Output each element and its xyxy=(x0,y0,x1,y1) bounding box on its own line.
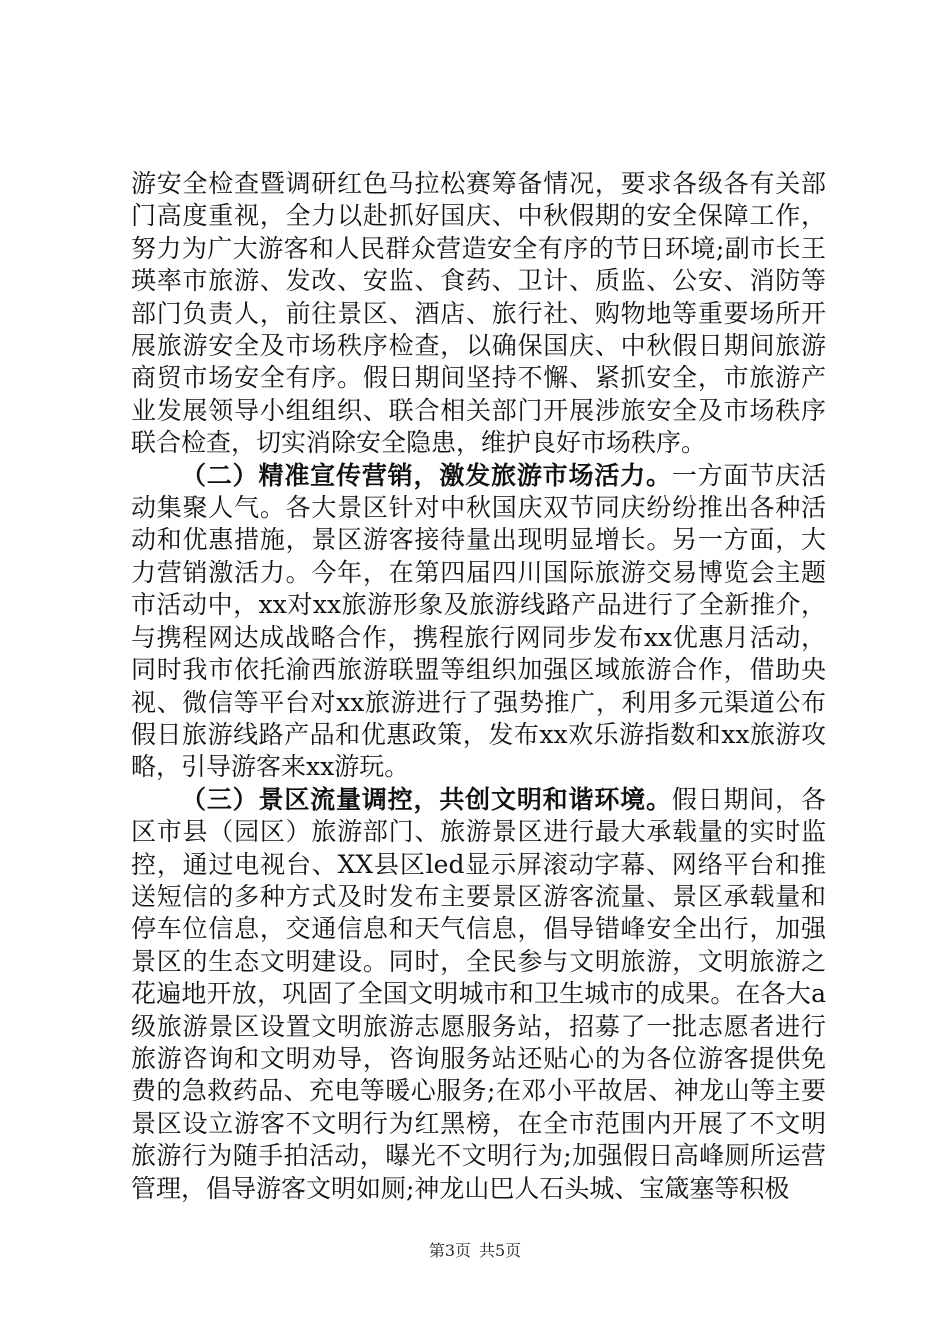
paragraph-1 xyxy=(131,168,826,460)
paragraph-3 xyxy=(131,784,826,1205)
page-footer xyxy=(0,1241,950,1261)
page-total: 共5页 xyxy=(479,1241,522,1260)
paragraph-2-text: 一方面节庆活动集聚人气。各大景区针对中秋国庆双节同庆纷纷推出各种活动和优惠措施，景区游客接待量出现明显增长。另一方面，大力营销激活力。今年，在第四届四川国际旅游交易博览会主题市活动中，xx对xx旅游形象及旅游线路产品进行了全新推介，与携程网达成战略合作，携程旅行网同步发布xx优惠月活动，同时我市依托渝西旅游联盟等组织加强区域旅游合作，借助央视、微信等平台对xx旅游进行了强势推广，利用多元渠道公布假日旅游线路产品和优惠政策，发布xx欢乐游指数和xx旅游攻略，引导游客来xx游玩。 xyxy=(131,460,826,782)
paragraph-1-text: 游安全检查暨调研红色马拉松赛筹备情况，要求各级各有关部门高度重视，全力以赴抓好国庆、中秋假期的安全保障工作，努力为广大游客和人民群众营造安全有序的节日环境;副市长王瑛率市旅游、发改、安监、食药、卫计、质监、公安、消防等部门负责人，前往景区、酒店、旅行社、购物地等重要场所开展旅游安全及市场秩序检查，以确保国庆、中秋假日期间旅游商贸市场安全有序。假日期间坚持不懈、紧抓安全，市旅游产业发展领导小组组织、联合相关部门开展涉旅安全及市场秩序联合检查，切实消除安全隐患，维护良好市场秩序。 xyxy=(131,169,826,458)
section-2-heading: （二）精准宣传营销，激发旅游市场活力。 xyxy=(181,460,672,490)
section-3-heading: （三）景区流量调控，共创文明和谐环境。 xyxy=(181,784,672,814)
document-body xyxy=(131,168,826,1205)
paragraph-2 xyxy=(131,460,826,784)
page-number: 第3页 xyxy=(428,1241,471,1260)
paragraph-3-text: 假日期间，各区市县（园区）旅游部门、旅游景区进行最大承载量的实时监控，通过电视台、XX县区led显示屏滚动字幕、网络平台和推送短信的多种方式及时发布主要景区游客流量、景区承载量和停车位信息，交通信息和天气信息，倡导错峰安全出行，加强景区的生态文明建设。同时，全民参与文明旅游，文明旅游之花遍地开放，巩固了全国文明城市和卫生城市的成果。在各大a级旅游景区设置文明旅游志愿服务站，招募了一批志愿者进行旅游咨询和文明劝导，咨询服务站还贴心的为各位游客提供免费的急救药品、充电等暖心服务;在邓小平故居、神龙山等主要景区设立游客不文明行为红黑榜，在全市范围内开展了不文明旅游行为随手拍活动，曝光不文明行为;加强假日高峰厕所运营管理，倡导游客文明如厕;神龙山巴人石头城、宝箴塞等积极 xyxy=(131,784,826,1203)
